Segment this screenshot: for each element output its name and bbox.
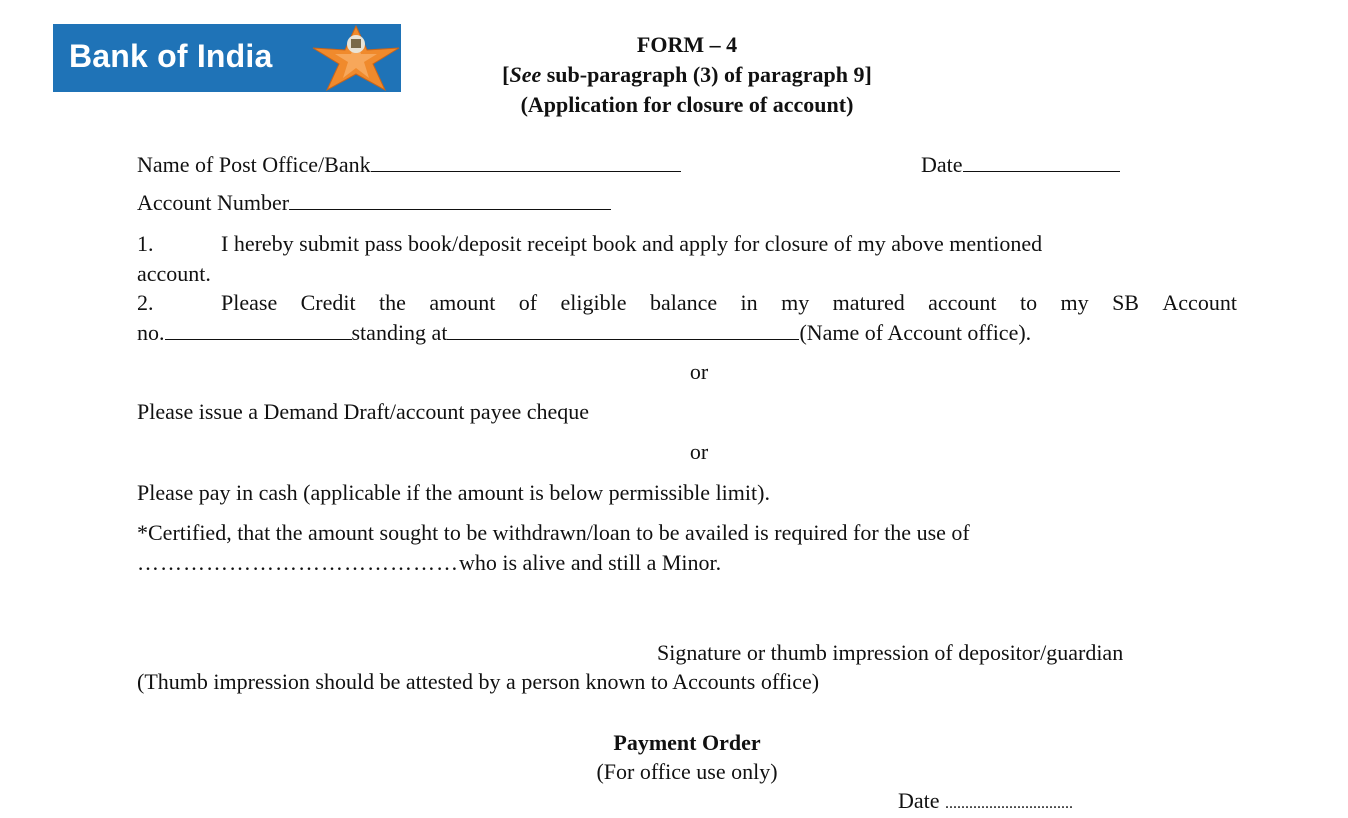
para2-word: eligible (560, 290, 627, 315)
form-header (440, 30, 934, 120)
para2-word: SB (1112, 290, 1139, 315)
para2-number-row (137, 290, 154, 316)
certified-text: *Certified, that the amount sought to be withdrawn/loan to be availed is required for the use of (137, 520, 970, 545)
reference-suffix: sub-paragraph (3) of paragraph 9] (541, 62, 872, 87)
logo-text: Bank of India (69, 38, 273, 74)
reference-prefix: [ (502, 62, 510, 87)
standing-at-label: standing at (351, 320, 448, 345)
sb-account-no-label: no. (137, 320, 165, 345)
para2-word: matured (832, 290, 905, 315)
standing-at-field[interactable] (447, 321, 799, 340)
para1-line1 (137, 231, 154, 257)
star-logo-icon (311, 24, 401, 92)
para2-word: account (928, 290, 997, 315)
date-row (921, 152, 1120, 178)
para1-number: 1. (137, 231, 154, 256)
para1-line2 (137, 261, 211, 287)
para2-word: amount (429, 290, 496, 315)
para1-text-row (221, 231, 1042, 257)
payment-order-date-field[interactable]: ................................ (945, 795, 1074, 812)
post-office-row (137, 152, 681, 178)
sb-account-no-field[interactable] (165, 321, 352, 340)
form-title: FORM – 4 (636, 32, 738, 57)
bank-logo (53, 24, 401, 92)
payment-order-date-label: Date (898, 788, 940, 813)
para2-word: to (1019, 290, 1038, 315)
date-label: Date (921, 152, 963, 177)
para2-word: of (518, 290, 538, 315)
account-number-row (137, 190, 611, 216)
thumb-impression-note: (Thumb impression should be attested by a person known to Accounts office) (137, 669, 820, 694)
account-number-label: Account Number (137, 190, 290, 215)
reference-see: See (509, 62, 542, 87)
demand-draft-text: Please issue a Demand Draft/account payee cheque (137, 399, 590, 424)
signature-label: Signature or thumb impression of depositor/guardian (657, 640, 1124, 665)
para2-number: 2. (137, 290, 154, 315)
para2-word: balance (649, 290, 718, 315)
payment-order-title: Payment Order (613, 730, 761, 755)
or-separator-2: or (689, 439, 709, 464)
post-office-field[interactable] (371, 153, 681, 172)
minor-name-field[interactable]: …………………………………… (137, 550, 459, 575)
para2-word: the (379, 290, 406, 315)
certified-line2 (137, 550, 721, 576)
para1-text: I hereby submit pass book/deposit receipt book and apply for closure of my above mentioned (221, 231, 1043, 256)
form-subtitle: (Application for closure of account) (520, 92, 854, 117)
or-separator-1: or (689, 359, 709, 384)
form-reference (440, 60, 934, 90)
para2-word: Credit (300, 290, 356, 315)
date-field[interactable] (963, 153, 1120, 172)
payment-order-date-row (898, 788, 1073, 817)
minor-suffix: who is alive and still a Minor. (459, 550, 722, 575)
para2-word: my (781, 290, 810, 315)
cash-text: Please pay in cash (applicable if the amount is below permissible limit). (137, 480, 770, 505)
para2-word: Account (1162, 290, 1237, 315)
post-office-label: Name of Post Office/Bank (137, 152, 371, 177)
para2-word: my (1060, 290, 1089, 315)
para2-line2 (137, 320, 1031, 346)
para2-line1 (221, 290, 1237, 316)
para2-word: Please (221, 290, 278, 315)
payment-order-subtitle: (For office use only) (596, 759, 778, 784)
account-number-field[interactable] (289, 191, 611, 210)
para1-continuation: account. (137, 261, 211, 286)
account-office-label: (Name of Account office). (799, 320, 1032, 345)
para2-word: in (740, 290, 758, 315)
